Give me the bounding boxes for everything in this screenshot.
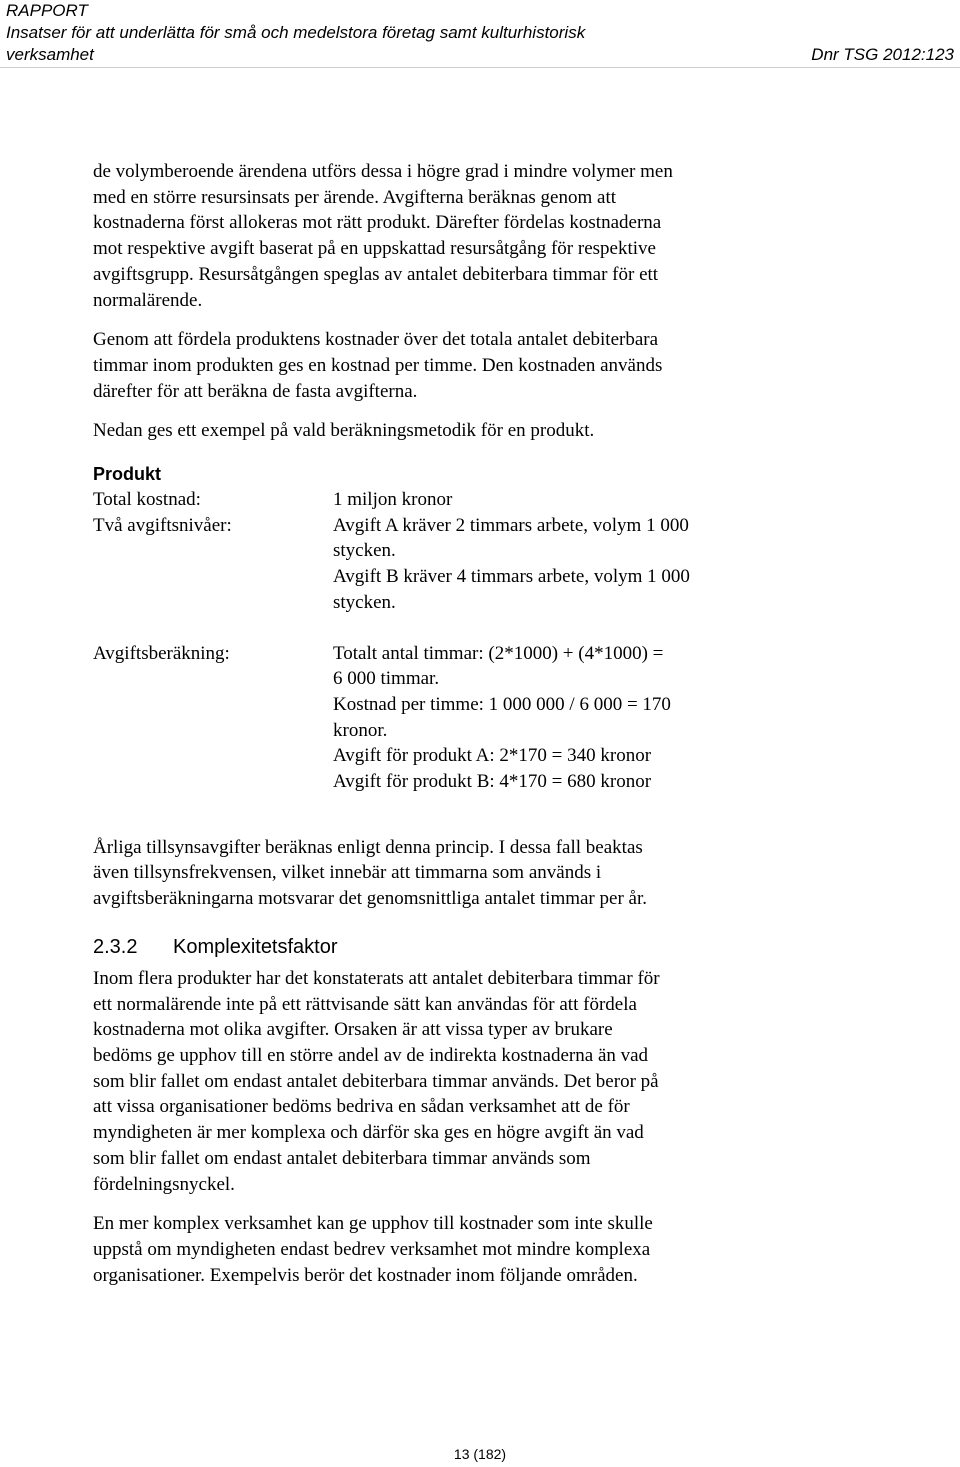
text-line: Avgift B kräver 4 timmars arbete, volym 1 000 <box>333 566 690 588</box>
text-line: fördelningsnyckel. <box>93 1173 235 1195</box>
report-title-line-2-text: verksamhet <box>6 45 94 64</box>
text-line: stycken. <box>333 591 396 613</box>
text-line: bedöms ge upphov till en större andel av de indirekta kostnaderna än vad <box>93 1044 649 1066</box>
report-title-line-2 <box>6 44 954 66</box>
text-line: En mer komplex verksamhet kan ge upphov till kostnader som inte skulle <box>93 1213 653 1235</box>
text-line: kostnaderna mot olika avgifter. Orsaken är att vissa typer av brukare <box>93 1019 613 1041</box>
paragraph-complex-operations <box>93 1211 765 1288</box>
total-cost-value: 1 miljon kronor <box>333 489 453 511</box>
section-title: Komplexitetsfaktor <box>173 935 338 958</box>
text-line: Avgift för produkt B: 4*170 = 680 kronor <box>333 771 652 793</box>
paragraph-complexity <box>93 966 765 1197</box>
fee-levels-label: Två avgiftsnivåer: <box>93 514 232 536</box>
fee-levels-values <box>333 513 763 616</box>
text-line: att vissa organisationer bedöms bedriva en sådan verksamhet att de för <box>93 1096 630 1118</box>
text-line: organisationer. Exempelvis berör det kostnader inom följande områden. <box>93 1264 638 1286</box>
text-line: de volymberoende ärendena utförs dessa i högre grad i mindre volymer men <box>93 161 673 182</box>
text-line: uppstå om myndigheten endast bedrev verksamhet mot mindre komplexa <box>93 1238 651 1260</box>
text-line: Avgift för produkt A: 2*170 = 340 kronor <box>333 745 652 767</box>
text-line: Avgift A kräver 2 timmars arbete, volym 1 000 <box>333 514 689 536</box>
section-heading <box>93 934 765 960</box>
paragraph-cost-per-hour <box>93 327 765 404</box>
section-number: 2.3.2 <box>93 935 138 958</box>
text-line: med en större resursinsats per ärende. Avgifterna beräknas genom att <box>93 186 617 208</box>
text-line: kostnaderna först allokeras mot rätt produkt. Därefter fördelas kostnaderna <box>93 212 662 234</box>
text-line: Genom att fördela produktens kostnader över det totala antalet debiterbara <box>93 329 659 351</box>
fee-levels-row <box>93 513 765 616</box>
paragraph-annual-fees <box>93 835 765 912</box>
header-divider <box>0 67 960 68</box>
document-number: Dnr TSG 2012:123 <box>811 45 954 64</box>
text-line: myndigheten är mer komplexa och därför ska ges en högre avgift än vad <box>93 1122 644 1144</box>
fee-calculation-row <box>93 641 765 795</box>
report-label: RAPPORT <box>6 1 88 20</box>
document-body <box>93 159 765 1302</box>
product-heading: Produkt <box>93 464 162 485</box>
text-line: även tillsynsfrekvensen, vilket innebär att timmarna som används i <box>93 862 602 884</box>
total-cost-label: Total kostnad: <box>93 489 201 511</box>
text-line: Årliga tillsynsavgifter beräknas enligt denna princip. I dessa fall beaktas <box>93 836 643 858</box>
text-line: Totalt antal timmar: (2*1000) + (4*1000) = <box>333 642 664 664</box>
text-line: 6 000 timmar. <box>333 668 440 690</box>
text-line: stycken. <box>333 540 396 562</box>
fee-calculation-label: Avgiftsberäkning: <box>93 642 230 664</box>
fee-calculation-values <box>333 641 763 795</box>
report-title-line-1: Insatser för att underlätta för små och medelstora företag samt kulturhistorisk <box>6 23 586 42</box>
page-header <box>6 0 954 66</box>
text-line: ett normalärende inte på ett rättvisande sätt kan användas för att fördela <box>93 993 637 1015</box>
text-line: Inom flera produkter har det konstaterats att antalet debiterbara timmar för <box>93 967 660 989</box>
text-line: normalärende. <box>93 289 203 311</box>
text-line: som blir fallet om endast antalet debiterbara timmar används som <box>93 1147 591 1169</box>
paragraph-volume-cases <box>93 159 765 313</box>
page-number: 13 (182) <box>453 1446 507 1462</box>
text-line: avgiftsgrupp. Resursåtgången speglas av antalet debiterbara timmar för ett <box>93 263 659 285</box>
text-line: avgiftsberäkningarna motsvarar det genomsnittliga antalet timmar per år. <box>93 888 647 910</box>
text-line: som blir fallet om endast antalet debiterbara timmar används. Det beror på <box>93 1070 659 1092</box>
paragraph-example-intro: Nedan ges ett exempel på vald beräkningsmetodik för en produkt. <box>93 420 595 442</box>
text-line: mot respektive avgift baserat på en uppskattad resursåtgång för respektive <box>93 238 656 260</box>
text-line: därefter för att beräkna de fasta avgifterna. <box>93 380 418 402</box>
text-line: timmar inom produkten ges en kostnad per timme. Den kostnaden används <box>93 354 663 376</box>
text-line: Kostnad per timme: 1 000 000 / 6 000 = 170 <box>333 693 671 715</box>
text-line: kronor. <box>333 719 388 741</box>
total-cost-row <box>93 487 765 513</box>
